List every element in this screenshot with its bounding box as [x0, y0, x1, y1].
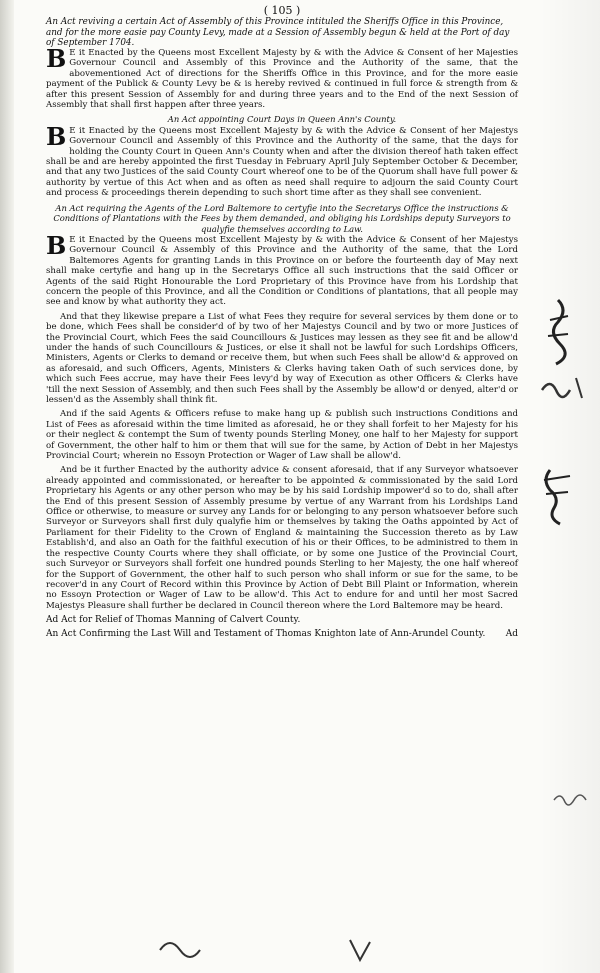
drop-cap: B — [46, 230, 67, 260]
act-title-court-days: An Act appointing Court Days in Queen Ann's County. — [167, 114, 397, 125]
bottom-handwriting-marks — [150, 930, 410, 970]
act-agents-penalty-paragraph: And if the said Agents & Officers refuse to make hang up & publish such instructions Conditions and List of Fees as aforesaid within the time limited as aforesaid, he or they shall forfeit to her Majesty for his or their neglect & contempt the Sum of twenty pounds Sterling Money, one half to her Majesty for support of Government, the other half to him or them that will sue for the same, by Action of Debt in her Majestys Provincial Court; wherein no Essoyn Protection or Wager of Law shall be allow'd. — [46, 409, 518, 462]
act-court-days-body: B E it Enacted by the Queens most Excellent Majesty by & with the Advice & Consent of her Majestys Governour Council and Assembly of this Province and the Authority of the same, that the days for holding the County Court in Queen Ann's County when and after the division thereof hath taken effect shall be and are hereby appointed the first Tuesday in February April July September October & December, and that any two Justices of the said County Court whereof one to be of the Quorum shall have full power & authority by vertue of this Act when and as often as need shall require to adjourn the said County Court and process & proceedings therein depending to such short time after as they shall see convenient. — [46, 121, 518, 199]
drop-cap: B — [46, 121, 67, 151]
act-title-manning: Ad Act for Relief of Thomas Manning of Calvert County. — [46, 615, 301, 626]
act-heading-revival: An Act reviving a certain Act of Assembly of this Province intituled the Sheriffs Office in this Province, and for the more easie pay County Levy, made at a Session of Assembly begun & held at the Port of day of September 1704. — [46, 17, 510, 48]
act-agents-surveyor-paragraph: And be it further Enacted by the authority advice & consent aforesaid, that if any Surveyor whatsoever already appointed and commissionated, or hereafter to be appointed & commissionated by the said Lord Proprietary his Agents or any other person who may be by his said Lordship impower'd so to do, shall after the End of this present Session of Assembly presume by vertue of any Warrant from his Lordships Land Office or otherwise, to measure or survey any Lands for or belonging to any person whatsoever before such Surveyor or Surveyors shall first duly qualyfie him or themselves by taking the Oaths appointed by Act of Parliament for their Fidelity to the Crown of England & maintaining the Succession thereto as by Law Establish'd, and also an Oath for the faithful execution of his or their Offices, to be administred to them in the respective County Courts where they shall officiate, or by some one Justice of the Provincial Court, such Surveyor or Surveyors shall forfeit one hundred pounds Sterling to her Majesty, the one half whereof for the Support of Government, the other half to such person who shall inform or sue for the same, to be recover'd in any Court of Record within this Province by Action of Debt Bill Plaint or Information, wherein no Essoyn Protection or Wager of Law to be allow'd. This Act to endure for and until her most Sacred Majestys Pleasure shall further be declared in Council thereon where the Lord Baltemore may be heard. — [46, 465, 518, 611]
text-column — [46, 6, 518, 639]
act-revival-body: B E it Enacted by the Queens most Excellent Majesty by & with the Advice & Consent of her Majesties Governour Council and Assembly of this Province and the Authority of the same, that the abovementioned Act of directions for the Sheriffs Office in this Province, and for the more easie payment of the Publick & County Levy be & is hereby revived & continued in full force & strength from & after this present Session of Assembly for and during three years and to the End of the next Session of Assembly that shall first happen after three years. — [46, 44, 518, 111]
catchword: Ad — [505, 628, 518, 639]
act-agents-body: B E it Enacted by the Queens most Excellent Majesty by & with the Advice & Consent of her Majestys Governour Council & Assembly of this Province and the Authority of the same, that the Lord Baltemores Agents for granting Lands in this Province on or before the fourteenth day of May next shall make certyfie and hang up in the Secretarys Office all such instructions that the said Officer or Agents of the said Right Honourable the Lord Proprietary of this Province have from his Lordship that concern the people of this Province, and all the Condition or Conditions of plantations, that all people may see and know by what authority they act. — [46, 230, 518, 308]
act-title-agents: An Act requiring the Agents of the Lord Baltemore to certyfie into the Secretarys Office the instructions & Conditions of Plantations with the Fees by them demanded, and obliging his Lordships deputy Surveyors to qualyfie themselves according to Law. — [53, 202, 511, 234]
page-binding-shadow — [0, 0, 14, 973]
act-title-knighton: An Act Confirming the Last Will and Testament of Thomas Knighton late of Ann-Arundel County. Ad — [46, 628, 518, 639]
drop-cap: B — [46, 44, 67, 74]
act-agents-fees-paragraph: And that they likewise prepare a List of what Fees they require for several services by them done or to be done, which Fees shall be consider'd of by two of her Majestys Council and by two or more Justices of the Provincial Court, which Fees the said Councillours & Justices may lessen as they see fit and be allow'd under the hands of such Councillours & Justices, or else it shall not be lawful for such Lordships Officers, Ministers, Agents or Clerks to demand or receive them, but when such Fees shall be allow'd & approved on as aforesaid, and such Officers, Agents, Ministers & Clerks having taken Oath of such services done, by which such Fees accrue, may have their Fees levy'd by way of Execution as other Officers & Clerks have 'till the next Session of Assembly, and then such Fees shall by the Assembly be allow'd or denyed, alter'd or lessen'd as the Assembly shall think fit. — [46, 311, 518, 406]
margin-handwriting-marks — [520, 280, 600, 880]
page-number: ( 105 ) — [263, 4, 301, 17]
